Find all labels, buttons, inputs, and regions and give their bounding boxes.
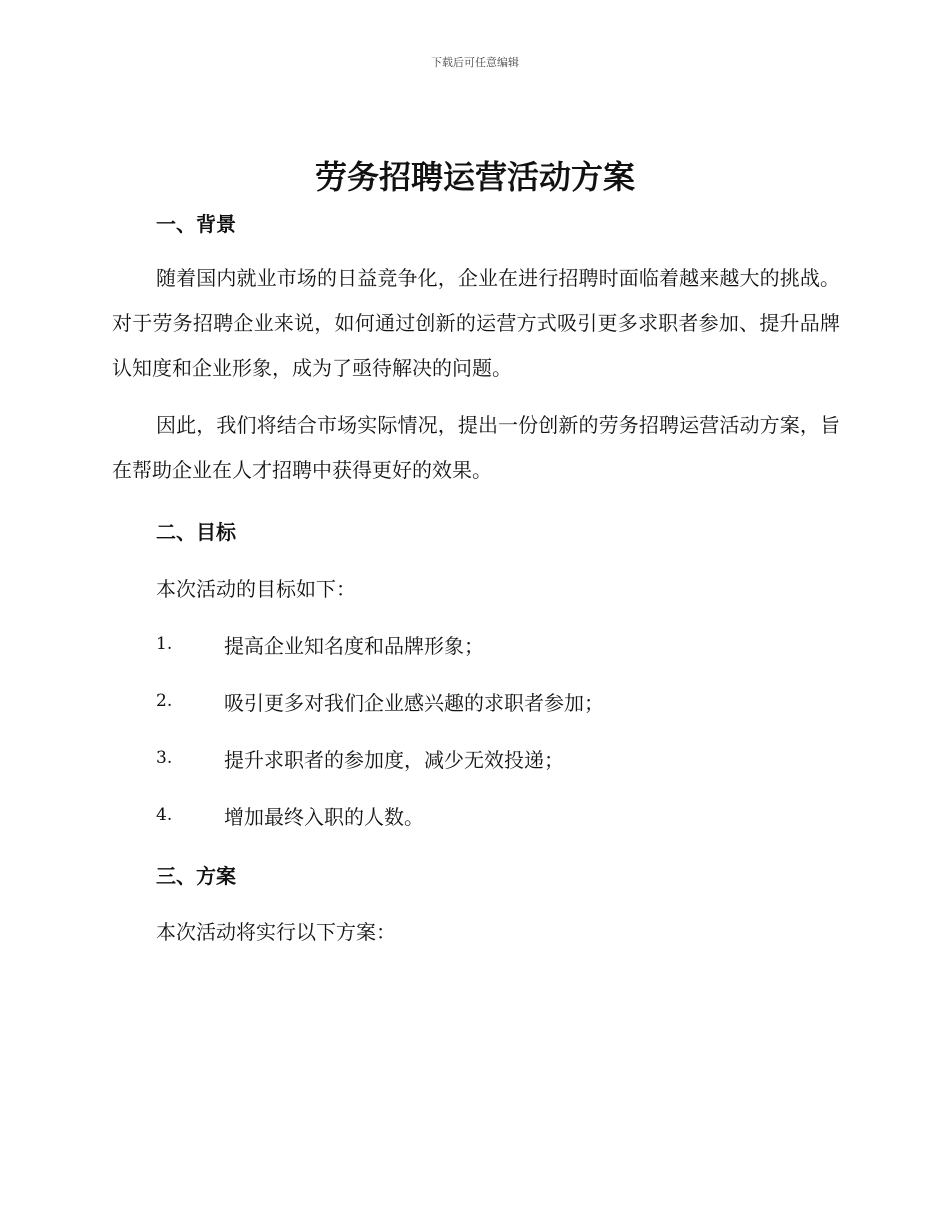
goal-list-item — [156, 630, 856, 660]
goal-list-item — [156, 744, 856, 774]
section-heading-plan: 三、方案 — [156, 864, 236, 888]
plan-intro: 本次活动将实行以下方案： — [156, 920, 396, 944]
goals-intro: 本次活动的目标如下： — [156, 577, 356, 601]
goal-list-item — [156, 801, 856, 831]
goal-text: 增加最终入职的人数。 — [224, 805, 424, 829]
goal-text: 提升求职者的参加度，减少无效投递； — [224, 748, 564, 772]
goal-number: 2. — [156, 691, 173, 711]
goal-number: 1. — [156, 634, 173, 654]
goal-text: 吸引更多对我们企业感兴趣的求职者参加； — [224, 691, 604, 715]
goal-list-item — [156, 687, 856, 717]
header-note: 下载后可任意编辑 — [431, 56, 519, 69]
goal-number: 3. — [156, 748, 173, 768]
goal-number: 4. — [156, 805, 173, 825]
goal-text: 提高企业知名度和品牌形象； — [224, 634, 484, 658]
background-paragraph-2: 因此，我们将结合市场实际情况，提出一份创新的劳务招聘运营活动方案，旨在帮助企业在人才招聘中获得更好的效果。 — [112, 413, 840, 482]
document-title: 劳务招聘运营活动方案 — [314, 158, 635, 196]
section-heading-background: 一、背景 — [156, 212, 236, 236]
background-paragraph-1: 随着国内就业市场的日益竞争化，企业在进行招聘时面临着越来越大的挑战。对于劳务招聘企业来说，如何通过创新的运营方式吸引更多求职者参加、提升品牌认知度和企业形象，成为了亟待解决的问题。 — [112, 266, 840, 380]
section-heading-goals: 二、目标 — [156, 520, 236, 544]
